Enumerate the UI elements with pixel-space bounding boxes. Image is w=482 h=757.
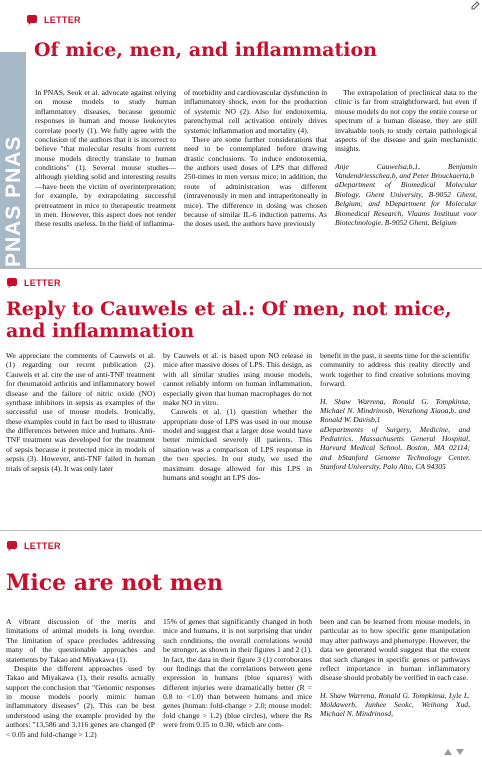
body-column-1 <box>6 617 155 755</box>
author-affiliations: aDepartment of Biomedical Molecular Biology, Ghent University, B-9052 Ghent, Belgium; and bDepartment for Molecular Biomedical Research, Vlaams Instituut voor Biotechnologie, B-9052 Ghent, Belgium <box>335 180 477 227</box>
author-affiliations: aDepartments of Surgery, Medicine, and Pediatrics, Massachusetts General Hospital, Harvard Medical School, Boston, MA 02114; and bStanford Genome Technology Center, Stanford University, Palo Alto, CA 94305 <box>320 424 470 472</box>
letter-section-1 <box>0 0 482 268</box>
paragraph: A vibrant discussion of the merits and limitations of animal models is long overdue. The limitation of space precludes addressing many of the questionable approaches and statements by Takao and Miyakawa (1). <box>6 617 155 664</box>
paragraph: been and can be learned from mouse models, in particular as to how specific gene manipulation may alter pathways and phenotype. However, the data we generated would suggest that the extent that such changes in specific genes or pathways reflect importance in human inflammatory disease should probably be verified in each case. <box>320 617 470 683</box>
body-column-2 <box>184 88 327 264</box>
body-column-3 <box>320 617 470 755</box>
author-list: H. Shaw Warrena, Ronald G. Tompkinsa, Lyle L. Moldawerb, Junhee Seokc, Weihong Xud, Michael N. Mindrinosd, <box>320 690 470 719</box>
body-column-1 <box>35 88 176 264</box>
article-body <box>35 88 477 264</box>
scroll-up-icon[interactable] <box>444 749 452 755</box>
scroll-arrows[interactable] <box>444 749 464 755</box>
article-body <box>6 617 478 755</box>
body-column-2 <box>163 351 312 527</box>
paragraph: There are some further considerations that need to be contemplated before drawing drastic conclusions. To induce endotoxemia, the authors used doses of LPS that differed 250-times in men versus mice; in addition, the route of administration was different (intravenously in men and intraperitoneally in mice). The difference in dosing was chosen because of similar IL-6 induction patterns. As the doses used, the authors have previously <box>184 134 327 229</box>
paragraph: In PNAS, Seok et al. advocate against relying on mouse models to study human inflammatory diseases, because genomic responses in human and mouse leukocytes correlate poorly (1). We fully agree with the conclusion of the authors that it is incorrect to believe "that molecular results from current mouse models directly translate to human conditions" (1). Several mouse studies—although yielding solid and interesting results—have been the victim of overinterpretation; for example, by extrapolating successful pretreatment in mice to therapeutic treatment in men. However, this aspect does not render these results useless. In the field of inflamma- <box>35 88 176 229</box>
body-column-2 <box>163 617 312 755</box>
pnas-band-text: PNAS PNAS <box>2 135 25 267</box>
article-title: Reply to Cauwels et al.: Of men, not mice, and inflammation <box>6 298 452 342</box>
pnas-side-band <box>0 52 26 268</box>
edit-icon[interactable] <box>470 1 480 11</box>
letter-header <box>6 277 61 289</box>
article-title: Mice are not men <box>6 570 224 596</box>
letter-label: LETTER <box>24 278 61 288</box>
paragraph: by Cauwels et al. is based upon NO release in mice after massive doses of LPS. This design, as with all similar studies using mouse models, cannot reliably inform on human inflammation, especially given that human macrophages do not make NO in vitro. <box>163 351 312 407</box>
paragraph: Despite the different approaches used by Takao and Miyakawa (1), their results actually support the conclusion that "Genomic responses in mouse models poorly mimic human inflammatory diseases" (2). This can be best understood using the example provided by the authors: "13,586 and 3,116 genes are changed (P < 0.05 and fold-change > 1.2) <box>6 663 155 739</box>
paragraph: Cauwels et al. (1) question whether the appropriate dose of LPS was used in our mouse model and suggest that a larger dose would have better mimicked severely ill patients. This situation was a comparison of LPS response in the two species. In our study, we used the maximum dosage allowed for this LPS in humans and sought an LPS dos- <box>163 407 312 482</box>
letter-header <box>6 540 61 552</box>
paragraph: of morbidity and cardiovascular dysfunction in inflammatory shock, even for the production of systemic NO (2). Also for endotoxemia, parenchymal cell activation entirely drives systemic inflammation and mortality (4). <box>184 88 327 135</box>
letter-icon <box>6 277 18 289</box>
paragraph: The extrapolation of preclinical data to the clinic is far from straightforward, but even if mouse models do not copy the entire course or spectrum of a human disease, they are still invaluable tools to study certain pathological aspects of the disease and gain mechanistic insights. <box>335 88 477 154</box>
letter-label: LETTER <box>44 15 81 25</box>
paragraph: We appreciate the comments of Cauwels et al. (1) regarding our recent publication (2). Cauwels et al. cite the use of anti-TNF treatment for rheumatoid arthritis and inflammatory bowel disease and the failure of nitric oxide (NO) synthase inhibitors in sepsis as examples of the successful use of mouse models. Ironically, these examples could in fact be used to illustrate the differences between mice and humans. Anti-TNF treatment was developed for the treatment of sepsis because it protected mice in models of sepsis (3). However, anti-TNF failed in human trials of sepsis (4). It was only later <box>6 351 155 473</box>
paragraph: benefit in the past, it seems time for the scientific community to address this reality directly and work together to find creative solutions moving forward. <box>320 351 470 389</box>
letter-header <box>26 14 81 26</box>
author-list: H. Shaw Warrena, Ronald G. Tompkinsa, Michael N. Mindrinosb, Wenzhong Xiaoa,b, and Ronald W. Davisb,1 <box>320 396 470 425</box>
scroll-down-icon[interactable] <box>456 749 464 755</box>
letter-section-2 <box>0 268 482 530</box>
letter-icon <box>26 14 38 26</box>
body-column-3 <box>320 351 470 527</box>
author-list: Anje Cauwelsa,b,1, Benjamin Vandendriesschea,b, and Peter Brouckaerta,b <box>335 161 477 180</box>
article-title: Of mice, men, and inflammation <box>34 39 377 61</box>
body-column-3 <box>335 88 477 264</box>
letter-icon <box>6 540 18 552</box>
body-column-1 <box>6 351 155 527</box>
paragraph: 15% of genes that significantly changed in both mice and humans, it is not surprising that under such conditions, the overall correlations would be stronger, as shown in their figures 1 and 2 (1). In fact, the data in their figure 3 (1) corroborates our findings that the correlations between gene expression in humans (blue squares) with different injuries were dramatically better (R = 0.8 to <1.0) than between humans and mice genes (human: fold-change > 2.0; mouse model: fold change > 1.2) (blue circles), where the Rs were from 0.15 to 0.30, which are com- <box>163 617 312 730</box>
letter-section-3 <box>0 530 482 757</box>
letter-label: LETTER <box>24 541 61 551</box>
article-body <box>6 351 478 527</box>
